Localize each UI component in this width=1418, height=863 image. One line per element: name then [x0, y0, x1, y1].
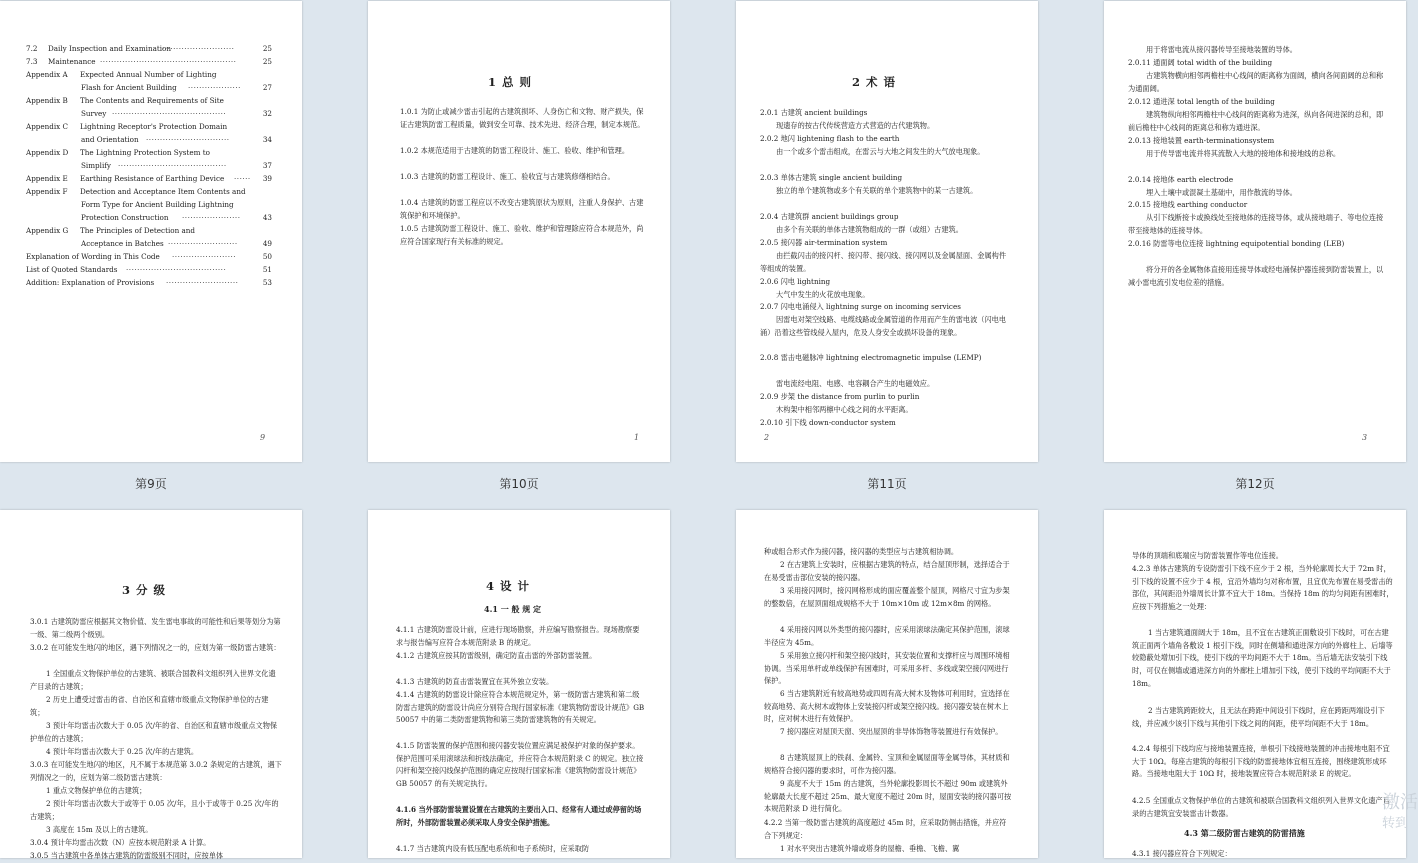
toc-entry: Appendix E Earthing Resistance of Earthing Device — [26, 174, 225, 183]
thumbnail-page-11[interactable]: 2 术 语 2.0.1 古建筑 ancient buildings 现遗存的按古代传统营造方式营造的古代建筑物。 2.0.2 地闪 lightening flash to the earth 由一个或多个雷击组成，在雷云与大地之间发生的大气放电现象。 2.0.3 单体古建筑 single ancient building 独立的单个建筑物或多个有关联的单个建筑物中的某一古建筑。 2.0.4 古建筑群 ancient buildings group 由多个有关联的单体古建筑物组成的一群（或组）古建筑。 2.0.5 接闪器 air-termination system 由拦截闪击的接闪杆、接闪带、接闪线、接闪网以及金属屋面、金属构件等组成的装置。 2.0.6 闪电 lightning 大气中发生的火花放电现象。 2.0.7 闪电电涌侵入 lightning surge on incoming services 因雷电对架空线路、电缆线路或金属管道的作用而产生的雷电波（闪电电涌）沿着这些管线侵入屋内，危及人身安全或损坏设备的现象。 2.0.8 雷击电磁脉冲 lightning electromagnetic impulse (LEMP) 雷电流经电阻、电感、电容耦合产生的电磁效应。 2.0.9 步架 the distance from purlin to purlin 木构架中相邻两檩中心线之间的水平距离。 2.0.10 引下线 down-conductor system 2 — [736, 1, 1038, 462]
chapter-heading: 2 术 语 — [852, 75, 897, 89]
thumbnail-page-15[interactable]: 种或组合形式作为接闪器，接闪器的类型应与古建筑相协调。 2 在古建筑上安装时，应根据古建筑的特点，结合屋顶形制，选择适合于在易受雷击部位安装的接闪器。 3 采用接闪网时，接闪网格形成的面应覆盖整个屋顶，网格尺寸宜为步架的整数倍，在屋顶面组成规格不大于 10m×10m 或 12m×8m 的网格。 4 采用接闪网以外类型的接闪器时，应采用滚球法确定其保护范围，滚球半径应为 45m。 5 采用独立接闪杆和架空接闪线时，其安装位置和支撑杆应与周围环境相协调。当采用单杆或单线保护有困难时，可采用多杆、多线或架空接闪网进行保护。 6 当古建筑附近有较高地势或四周有高大树木及物体可利用时，宜选择在较高地势、高大树木或物体上安装接闪杆或架空接闪线。接闪器安装在树木上时，应对树木进行有效保护。 7 接闪器应对屋顶天窗、突出屋顶的非导体饰物等装置进行有效保护。 8 古建筑屋顶上的铁刹、金属铃、宝顶和金属屋面等金属导体，其材质和规格符合接闪器的要求时，可作为接闪器。 9 高度不大于 15m 的古建筑，当外轮廓投影周长不超过 90m 或建筑外轮廓最大长度不超过 25m、最大宽度不超过 20m 时，屋面安装的接闪器可按本规范附录 D 进行简化。 4.2.2 当第一级防雷古建筑的高度超过 45m 时，应采取防侧击措施，并应符合下列规定： 1 对水平突出古建筑外墙或塔身的屋檐、垂檐、飞檐、翼 — [736, 510, 1038, 858]
paragraph: 1.0.1 为防止或减少雷击引起的古建筑损坏、人身伤亡和文物、财产损失，保证古建筑防雷工程质量，做到安全可靠、技术先进、经济合理，制定本规范。 — [400, 107, 645, 129]
toc-entry: Appendix G The Principles of Detection and — [26, 226, 196, 235]
paragraph: 1.0.5 古建筑防雷工程设计、施工、验收、维护和管理除应符合本规范外，尚应符合国家现行有关标准的规定。 — [400, 224, 644, 246]
chapter-heading: 1 总 则 — [488, 75, 533, 89]
toc-entry: Addition: Explanation of Provisions — [26, 278, 155, 287]
page-number: 2 — [764, 433, 770, 442]
thumbnail-page-16[interactable]: 导体的顶端和底端应与防雷装置作等电位连接。 4.2.3 单体古建筑的专设防雷引下线不应少于 2 根，当外轮廓周长大于 72m 时，引下线的设置不应少于 4 根，宜沿外墙均匀对称布置，且宜优先布置在易受雷击的部位，其间距沿外墙周长计算不宜大于 18m。当保持 18m 的均匀间距有困难时，应按下列措施之一处理： 1 当古建筑通面阔大于 18m，且不宜在古建筑正面敷设引下线时，可在古建筑正面两个墙角各敷设 1 根引下线，同时在侧墙和通进深方向的外廊柱上、后墙等较隐蔽处增加引下线，使引下线的平均间距不大于 18m。当后墙无法安装引下线时，可仅在侧墙或通进深方向的外廊柱上增加引下线，使引下线的平均间距不大于 18m。 2 当古建筑跨距较大，且无法在跨距中间设引下线时，应在跨距两端设引下线，并应减少该引下线与其他引下线之间的间距，使平均间距不大于 18m。 4.2.4 每根引下线均应与接地装置连接，单根引下线接地装置的冲击接地电阻不宜大于 10Ω。每座古建筑的每根引下线的防雷接地体宜相互连接，围绕建筑形成环路。当接地电阻大于 10Ω 时，接地装置应符合本规范附录 E 的规定。 4.2.5 全国重点文物保护单位的古建筑和被联合国教科文组织列入世界文化遗产目录的古建筑宜安装雷击计数器。 4.3 第二级防雷古建筑的防雷措施 4.3.1 接闪器应符合下列规定： 激活 转到 — [1104, 510, 1406, 858]
page-number: 3 — [1362, 433, 1368, 442]
paragraph: 1.0.2 本规范适用于古建筑的防雷工程设计、施工、验收、维护和管理。 — [400, 146, 630, 155]
thumbnail-page-12[interactable]: 用于将雷电流从接闪器传导至接地装置的导体。 2.0.11 通面阔 total width of the building 古建筑物横向相邻两檐柱中心线间的距离称为面阔，横向各间面阔的总和称为通面阔。 2.0.12 通进深 total length of the building 建筑物纵向相邻两檐柱中心线间的距离称为进深，纵向各间进深的总和，即前后檐柱中心线间的距离总和称为通进深。 2.0.13 接地装置 earth-terminationsystem 用于传导雷电流并将其流散入大地的接地体和接地线的总称。 2.0.14 接地体 earth electrode 埋入土壤中或混凝土基础中，用作散流的导体。 2.0.15 接地线 earthing conductor 从引下线断接卡或换线处至接地体的连接导体，或从接地端子、等电位连接带至接地体的连接导体。 2.0.16 防雷等电位连接 lightning equipotential bonding (LEB) 将分开的各金属物体直接用连接导体或经电涌保护器连接到防雷装置上，以减小雷电流引发电位差的措施。 3 — [1104, 1, 1406, 462]
chapter-heading: 3 分 级 — [122, 583, 167, 597]
page-label-12: 第12页 — [1235, 477, 1275, 491]
toc-entry: Explanation of Wording in This Code — [26, 252, 160, 261]
thumbnail-page-14[interactable]: 4 设 计 4.1 一 般 规 定 4.1.1 古建筑防雷设计前，应进行现场勘察，并应编写勘察报告。现场勘察要求与报告编写应符合本规范附录 B 的规定。 4.1.2 古建筑应按其防雷级别，确定防直击雷的外部防雷装置。 4.1.3 古建筑的防直击雷装置宜在其外独立安装。 4.1.4 古建筑的防雷设计除应符合本规范规定外，第一级防雷古建筑和第二级防雷古建筑的防雷设计尚应分别符合现行国家标准《建筑物防雷设计规范》GB 50057 中的第二类防雷建筑物和第三类防雷建筑物的有关规定。 4.1.5 防雷装置的保护范围和接闪器安装位置应满足被保护对象的保护要求。保护范围可采用滚球法和折线法确定，并应符合本规范附录 C 的规定。独立接闪杆和架空接闪线保护范围的确定应按现行国家标准《建筑物防雷设计规范》GB 50057 的有关规定执行。 4.1.6 当外部防雷装置设置在古建筑的主要出入口、经常有人通过或停留的场所时，外部防雷装置必须采取人身安全保护措施。 4.1.7 当古建筑内设有低压配电系统和电子系统时，应采取防 — [368, 510, 670, 858]
toc-entry: Appendix A Expected Annual Number of Lighting — [26, 70, 217, 79]
paragraph: 1.0.3 古建筑的防雷工程设计、施工、验收宜与古建筑修缮相结合。 — [400, 172, 615, 181]
thumbnail-page-9[interactable]: 7.2 Daily Inspection and Examination 25 ·························· 7.3 Maintenance 25 ················································· Appendix A Expected Annual Number of Lighting Flash for Ancient Building 27 ··················· Appendix B The Contents and Requirements of Site Survey 32 ········································· Appendix C Lightning Receptor's Protection Domain and Orientation 34 ······························ Appendix D The Lightning Protection System to Simplify 37 ······································· Appendix E Earthing Resistance of Earthing Device 39 ······ Appendix F Detection and Acceptance Item Contents and Form Type for Ancient Building Lightning Protection Construction 43 ····················· Appendix G The Principles of Detection and Acceptance in Batches 49 ························· Explanation of Wording in This Code 50 ······················· List of Quoted Standards 51 ···································· Addition: Explanation of Provisions 53 ·························· 9 — [0, 1, 302, 462]
page-label-11: 第11页 — [867, 477, 907, 491]
thumbnail-page-13[interactable]: 3 分 级 3.0.1 古建筑防雷应根据其文物价值、发生雷电事故的可能性和后果等划分为第一级、第二级两个级别。 3.0.2 在可能发生地闪的地区，遇下列情况之一的，应划为第一级防雷古建筑： 1 全国重点文物保护单位的古建筑、被联合国教科文组织列入世界文化遗产目录的古建筑； 2 历史上遭受过雷击的省、自治区和直辖市级重点文物保护单位的古建筑； 3 预计年均雷击次数大于 0.05 次/年的省、自治区和直辖市级重点文物保护单位的古建筑； 4 预计年均雷击次数大于 0.25 次/年的古建筑。 3.0.3 在可能发生地闪的地区，凡不属于本规范第 3.0.2 条规定的古建筑，遇下列情况之一的，应划为第二级防雷古建筑： 1 重点文物保护单位的古建筑； 2 预计年均雷击次数大于或等于 0.05 次/年，且小于或等于 0.25 次/年的古建筑； 3 高度在 15m 及以上的古建筑。 3.0.4 预计年均雷击次数（N）应按本规范附录 A 计算。 3.0.5 当古建筑中各单体古建筑的防雷级别不同时，应按单体 — [0, 510, 302, 858]
toc-entry: List of Quoted Standards — [26, 265, 118, 274]
section-heading: 4.1 一 般 规 定 — [484, 604, 542, 614]
toc-entry: 7.2 Daily Inspection and Examination — [26, 44, 172, 53]
toc-entry: Appendix D The Lightning Protection System to — [26, 148, 210, 157]
toc-entry: Appendix C Lightning Receptor's Protection Domain — [26, 122, 228, 131]
chapter-heading: 4 设 计 — [486, 579, 531, 593]
activation-watermark-sub: 转到 — [1382, 816, 1409, 831]
toc-entry: Appendix F Detection and Acceptance Item Contents and — [26, 187, 246, 196]
page-number: 1 — [634, 433, 640, 442]
page-label-9: 第9页 — [135, 477, 167, 491]
toc-entry: 7.3 Maintenance — [26, 57, 96, 66]
activation-watermark: 激活 — [1382, 792, 1418, 813]
page-number: 9 — [260, 433, 266, 442]
page-label-10: 第10页 — [499, 477, 539, 491]
thumbnail-page-10[interactable] — [368, 1, 670, 462]
paragraph: 1.0.4 古建筑的防雷工程应以不改变古建筑原状为原则，注重人身保护、古建筑保护和环境保护。 — [400, 198, 644, 220]
toc-entry: Appendix B The Contents and Requirements of Site — [26, 96, 224, 105]
section-heading: 4.3 第二级防雷古建筑的防雷措施 — [1184, 828, 1305, 838]
